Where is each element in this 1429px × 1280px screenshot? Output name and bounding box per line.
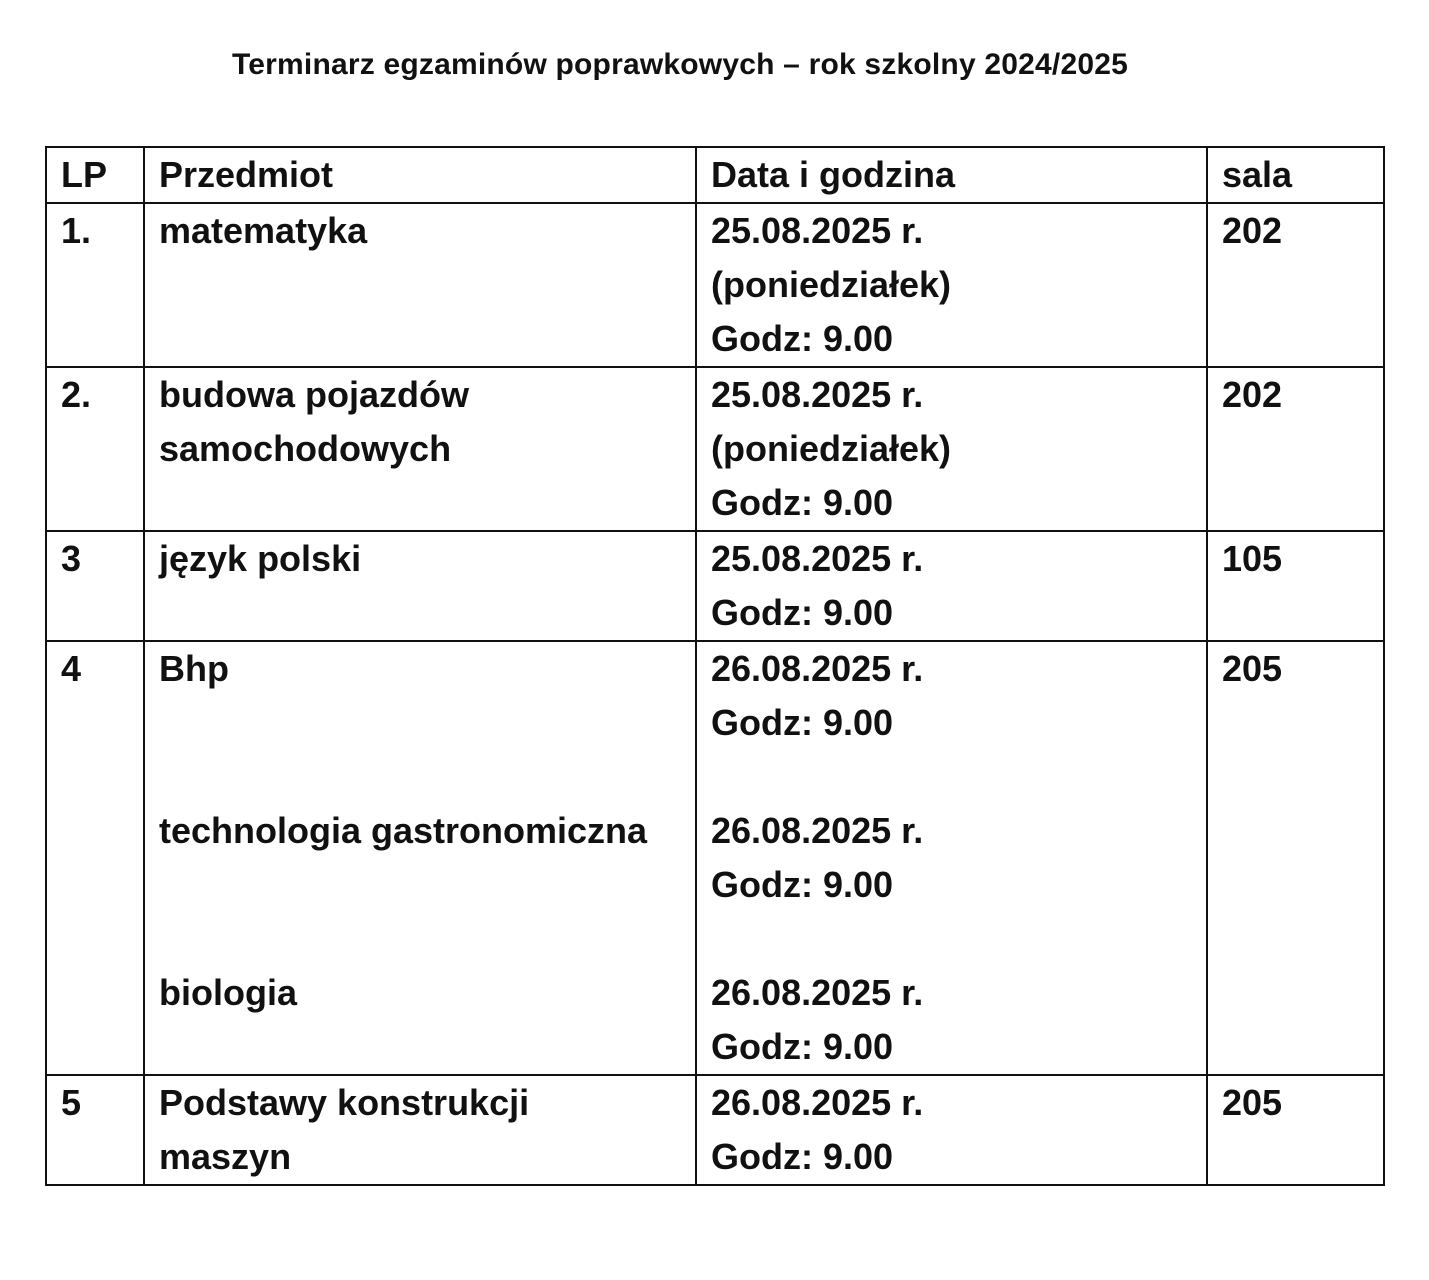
header-lp: LP	[46, 147, 144, 203]
table-row	[46, 531, 1384, 641]
spacer	[159, 696, 695, 750]
cell-subject	[144, 203, 696, 367]
exam-date: 25.08.2025 r.	[711, 210, 924, 251]
subject-line: matematyka	[159, 210, 368, 251]
subject-line: Bhp	[159, 648, 229, 689]
table-row	[46, 203, 1384, 367]
subject-line: Podstawy konstrukcji	[159, 1082, 530, 1123]
cell-room: 202	[1207, 203, 1384, 367]
exam-time: Godz: 9.00	[711, 592, 894, 633]
exam-date: 25.08.2025 r.	[711, 374, 924, 415]
cell-lp: 5	[46, 1075, 144, 1185]
exam-time: Godz: 9.00	[711, 864, 894, 905]
cell-datetime	[696, 203, 1207, 367]
subject-line: technologia gastronomiczna	[159, 810, 648, 851]
header-datetime: Data i godzina	[696, 147, 1207, 203]
exam-time: Godz: 9.00	[711, 1026, 894, 1067]
subject-line: budowa pojazdów	[159, 374, 469, 415]
exam-schedule-table	[45, 146, 1385, 1186]
spacer	[159, 858, 695, 912]
table-row	[46, 641, 1384, 1075]
cell-subject	[144, 531, 696, 641]
header-subject: Przedmiot	[144, 147, 696, 203]
exam-date: 26.08.2025 r.	[711, 972, 924, 1013]
exam-time: Godz: 9.00	[711, 318, 894, 359]
cell-subject	[144, 367, 696, 531]
table-row	[46, 367, 1384, 531]
exam-time: Godz: 9.00	[711, 1136, 894, 1177]
table-row	[46, 1075, 1384, 1185]
cell-datetime	[696, 1075, 1207, 1185]
cell-room: 205	[1207, 641, 1384, 1075]
cell-lp: 4	[46, 641, 144, 1075]
cell-subject	[144, 1075, 696, 1185]
exam-time: Godz: 9.00	[711, 482, 894, 523]
exam-time: Godz: 9.00	[711, 702, 894, 743]
spacer	[711, 750, 1206, 804]
cell-room: 202	[1207, 367, 1384, 531]
spacer	[159, 912, 695, 966]
cell-lp: 1.	[46, 203, 144, 367]
header-room: sala	[1207, 147, 1384, 203]
cell-subject	[144, 641, 696, 1075]
cell-datetime	[696, 367, 1207, 531]
cell-room: 105	[1207, 531, 1384, 641]
spacer	[711, 912, 1206, 966]
exam-date: 25.08.2025 r.	[711, 538, 924, 579]
exam-day: (poniedziałek)	[711, 264, 952, 305]
page-title: Terminarz egzaminów poprawkowych – rok szkolny 2024/2025	[232, 48, 1128, 81]
cell-lp: 3	[46, 531, 144, 641]
subject-line: samochodowych	[159, 428, 452, 469]
cell-datetime	[696, 531, 1207, 641]
subject-line: biologia	[159, 972, 297, 1013]
exam-date: 26.08.2025 r.	[711, 648, 924, 689]
exam-day: (poniedziałek)	[711, 428, 952, 469]
subject-line: maszyn	[159, 1136, 292, 1177]
cell-lp: 2.	[46, 367, 144, 531]
subject-line: język polski	[159, 538, 362, 579]
spacer	[159, 750, 695, 804]
exam-date: 26.08.2025 r.	[711, 1082, 924, 1123]
table-header-row	[46, 147, 1384, 203]
exam-date: 26.08.2025 r.	[711, 810, 924, 851]
cell-datetime	[696, 641, 1207, 1075]
cell-room: 205	[1207, 1075, 1384, 1185]
